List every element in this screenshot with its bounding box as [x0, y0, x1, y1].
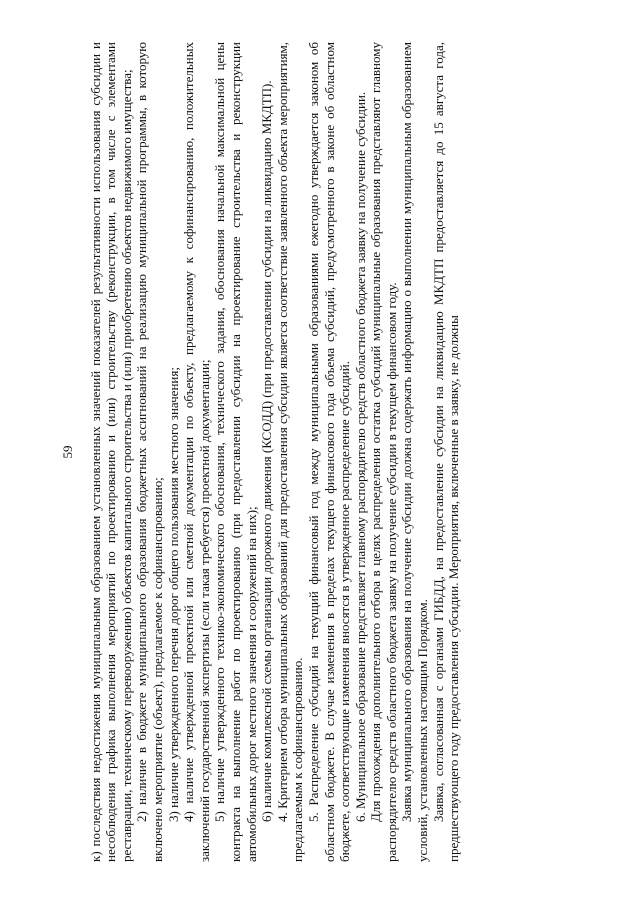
paragraph: 5. Распределение субсидий на текущий финансовый год между муниципальными образованиями ежегодно утверждается законом об областном бюджете. В случае изменения в пределах текущего финансового года объема субсидий, предусмотренного в законе об областном бюджете, соответствующие изменения вносятся в утвержденное распределение субсидий. [305, 42, 353, 862]
paragraph: к) последствия недостижения муниципальным образованием установленных значений показателей результативности использования субсидии и несоблюдения графика выполнения мероприятий по проектированию и (или) строительству (реконструкции, в том числе с элементами реставрации, техническому перевооружению) объектов капитального строительства и (или) приобретению объектов недвижимого имущества; [87, 42, 134, 862]
page-number: 59 [60, 445, 75, 459]
paragraph: 6) наличие комплексной схемы организации дорожного движения (КСОДД) (при предоставлении субсидии на ликвидацию МКДТП). [259, 80, 275, 822]
paragraph: 4) наличие утвержденной проектной или сметной документации по объекту, предлагаемому к софинансированию, положительных заключений государственной экспертизы (если такая требуется) проектной документации; [181, 42, 212, 862]
paragraph: Заявка муниципального образования на получение субсидии должна содержать информацию о выполнении муниципальным образованием условий, установленных настоящим Порядком. [399, 42, 431, 862]
paragraph: Для прохождения дополнительного отбора в целях распределения остатка субсидий муниципальные образования представляют главному распорядителю средств областного бюджета заявку на получение субсидии в текущем финансовом году. [368, 42, 399, 862]
paragraph: 5) наличие утвержденного технико-экономического обоснования, технического задания, обоснования начальной максимальной цены контракта на выполнение работ по проектированию (при предоставлении субсидии на проектирование строительства и реконструкции автомобильных дорог местного значения и сооружений на них); [212, 42, 259, 862]
paragraph: 4. Критерием отбора муниципальных образований для предоставления субсидии является соответствие заявленного объекта мероприятиям, предлагаемым к софинансированию. [274, 42, 306, 862]
rotated-text-block [60, 42, 580, 862]
paragraph: 6. Муниципальное образование представляет главному распорядителю средств областного бюджета заявку на получение субсидии. [352, 91, 368, 822]
paragraph: 2) наличие в бюджете муниципального образования бюджетных ассигнований на реализацию муниципальной программы, в которую включено мероприятие (объект), предлагаемое к софинансированию; [134, 42, 165, 862]
paragraph: Заявка, согласованная с органами ГИБДД, на предоставление субсидии на ликвидацию МКДТП предоставляется до 15 августа года, предшествующего году предоставления субсидии. Мероприятия, включенные в заявку, не должны [430, 42, 462, 862]
paragraph: 3) наличие утвержденного перечня дорог общего пользования местного значения; [165, 367, 181, 822]
